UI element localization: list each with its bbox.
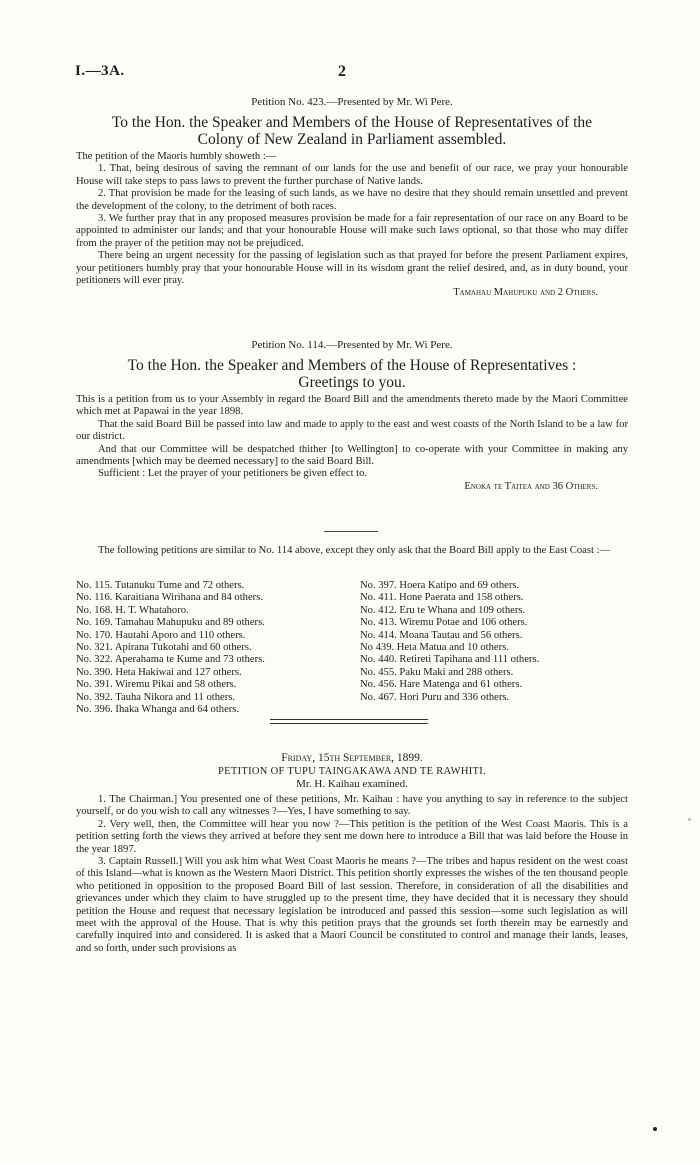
page-header <box>76 63 628 83</box>
hearing-date: Friday, 15th September, 1899. <box>281 752 423 764</box>
petition-423-opening: The petition of the Maoris humbly showeth :— <box>76 151 277 162</box>
list-item: No. 467. Hori Puru and 336 others. <box>360 691 510 703</box>
list-item: No. 116. Karaitiana Wirihana and 84 others. <box>76 592 263 604</box>
petition-423-para2: 2. That provision be made for the leasing of such lands, as we have no desire that they should remain unsettled and prevent the development of the colony, to the detriment of both races. <box>76 188 628 212</box>
list-item: No. 440. Retireti Tapihana and 111 others. <box>360 654 540 666</box>
list-item: No. 411. Hone Paerata and 158 others. <box>360 592 524 604</box>
petition-114 <box>76 339 628 493</box>
list-item: No. 413. Wiremu Potae and 106 others. <box>360 617 528 629</box>
petition-423-para1: 1. That, being desirous of saving the remnant of our lands for the use and benefit of our race, we pray your honourable House will take steps to pass laws to prevent the further purchase of Native lands. <box>76 163 628 187</box>
petition-114-para3: And that our Committee will be despatched thither [to Wellington] to co-operate with your Committee in making any amendments [which may be deemed necessary] to the said Board Bill. <box>76 443 628 468</box>
petition-114-para4: Sufficient : Let the prayer of your petitioners be given effect to. <box>98 468 368 480</box>
hearing-question-2: 2. Very well, then, the Committee will hear you now ?—This petition is the petition of the West Coast Maoris. This is a petition setting forth the views they arrived at before they sent me down here to introduce a Bill that was laid before the House in the year 1897. <box>76 818 628 855</box>
petition-114-presented: Petition No. 114.—Presented by Mr. Wi Pere. <box>251 339 453 351</box>
list-item: No. 397. Hoera Katipo and 69 others. <box>360 580 520 591</box>
list-item: No. 115. Tutanuku Tume and 72 others. <box>76 580 245 591</box>
petition-423-para4: There being an urgent necessity for the passing of legislation such as that prayed for before the present Parliament expires, your petitioners humbly pray that your honourable House will in its wisdom grant the relief desired, and, as in duty bound, your petitioners will ever pray. <box>76 250 628 287</box>
petition-114-signature: Enoka te Taitea and 36 Others. <box>464 480 598 492</box>
margin-mark <box>688 818 691 821</box>
list-item: No. 396. Ihaka Whanga and 64 others. <box>76 704 240 716</box>
similar-intro-text: The following petitions are similar to No. 114 above, except they only ask that the Board Bill apply to the East Coast :— <box>98 545 611 556</box>
list-item: No. 392. Tauha Nikora and 11 others. <box>76 691 236 703</box>
hearing-question-1: 1. The Chairman.] You presented one of these petitions, Mr. Kaihau : have you anything to say in reference to the subject yourself, or do you wish to call any witnesses ?—Yes, I have something to say. <box>76 794 628 818</box>
list-item: No. 322. Aperahama te Kume and 73 others. <box>76 654 265 666</box>
list-item: No. 412. Eru te Whana and 109 others. <box>360 604 526 616</box>
list-item: No. 414. Moana Tautau and 56 others. <box>360 629 523 641</box>
petition-423-signature: Tamahau Mahupuku and 2 Others. <box>453 287 598 299</box>
parliamentary-paper-ref: I.—3A. <box>75 63 125 79</box>
list-item: No. 456. Hare Matenga and 61 others. <box>360 679 523 691</box>
petition-114-address-line1: To the Hon. the Speaker and Members of the House of Representatives : <box>127 357 577 374</box>
list-item: No. 455. Paku Maki and 288 others. <box>360 666 514 678</box>
list-item: No. 169. Tamahau Mahupuku and 89 others. <box>76 617 265 629</box>
petition-list-left <box>76 580 265 716</box>
similar-petitions-intro <box>76 545 628 557</box>
petition-list-right <box>360 580 539 704</box>
list-item: No 439. Heta Matua and 10 others. <box>360 642 509 654</box>
petition-114-address-line2: Greetings to you. <box>298 374 406 391</box>
list-item: No. 391. Wiremu Pikai and 58 others. <box>76 679 237 691</box>
petition-423-address-line1: To the Hon. the Speaker and Members of the House of Representatives of the <box>111 114 593 131</box>
list-item: No. 390. Heta Hakiwai and 127 others. <box>76 666 242 678</box>
hearing-question-3: 3. Captain Russell.] Will you ask him what West Coast Maoris he means ?—The tribes and hapus resident on the west coast of this Island—what is known as the Western Maori District. This petition shortly expresses the wishes of the ten thousand people who petitioned in opposition to the proposed Board Bill of last session. Therefore, in consideration of all the disabilities and grievances under which they claim to have struggled up to the present time, they have decided that it is necessary they should petition the House and request that necessary legislation be introduced and passed this session—some such legislation as will meet with the approval of the House. That is why this petition prays that the grounds set forth therein may be earnestly and carefully inquired into and considered. It is asked that a Maori Council be constituted to control and manage their lands, leases, and so forth, under such provisions as <box>76 856 628 954</box>
hearing-title: PETITION OF TUPU TAINGAKAWA AND TE RAWHITI. <box>218 766 486 777</box>
double-rule-divider <box>270 719 428 724</box>
petition-423-address-line2: Colony of New Zealand in Parliament assembled. <box>197 131 507 148</box>
page-number: 2 <box>338 63 346 80</box>
petition-423 <box>76 96 628 299</box>
list-item: No. 170. Hautahi Aporo and 110 others. <box>76 629 246 641</box>
list-item: No. 321. Apirana Tukotahi and 60 others. <box>76 642 252 654</box>
section-divider <box>324 531 378 532</box>
ink-speck <box>653 1127 657 1131</box>
petition-423-presented: Petition No. 423.—Presented by Mr. Wi Pere. <box>251 96 453 108</box>
petition-114-para2: That the said Board Bill be passed into law and made to apply to the east and west coasts of the North Island to be a law for our district. <box>76 418 628 443</box>
hearing-witness: Mr. H. Kaihau examined. <box>296 778 408 790</box>
hearing-section <box>76 752 628 955</box>
list-item: No. 168. H. T. Whatahoro. <box>76 604 189 616</box>
petition-114-para1: This is a petition from us to your Assembly in regard the Board Bill and the amendments thereto made by the Maori Committee which met at Papawai in the year 1898. <box>76 394 628 418</box>
petition-423-para3: 3. We further pray that in any proposed measures provision be made for a fair representation of our race on any Board to be appointed to administer our lands; and that your honourable House will make such laws optional, so that those who may differ from the prayer of the petition may not be prejudiced. <box>76 213 628 249</box>
